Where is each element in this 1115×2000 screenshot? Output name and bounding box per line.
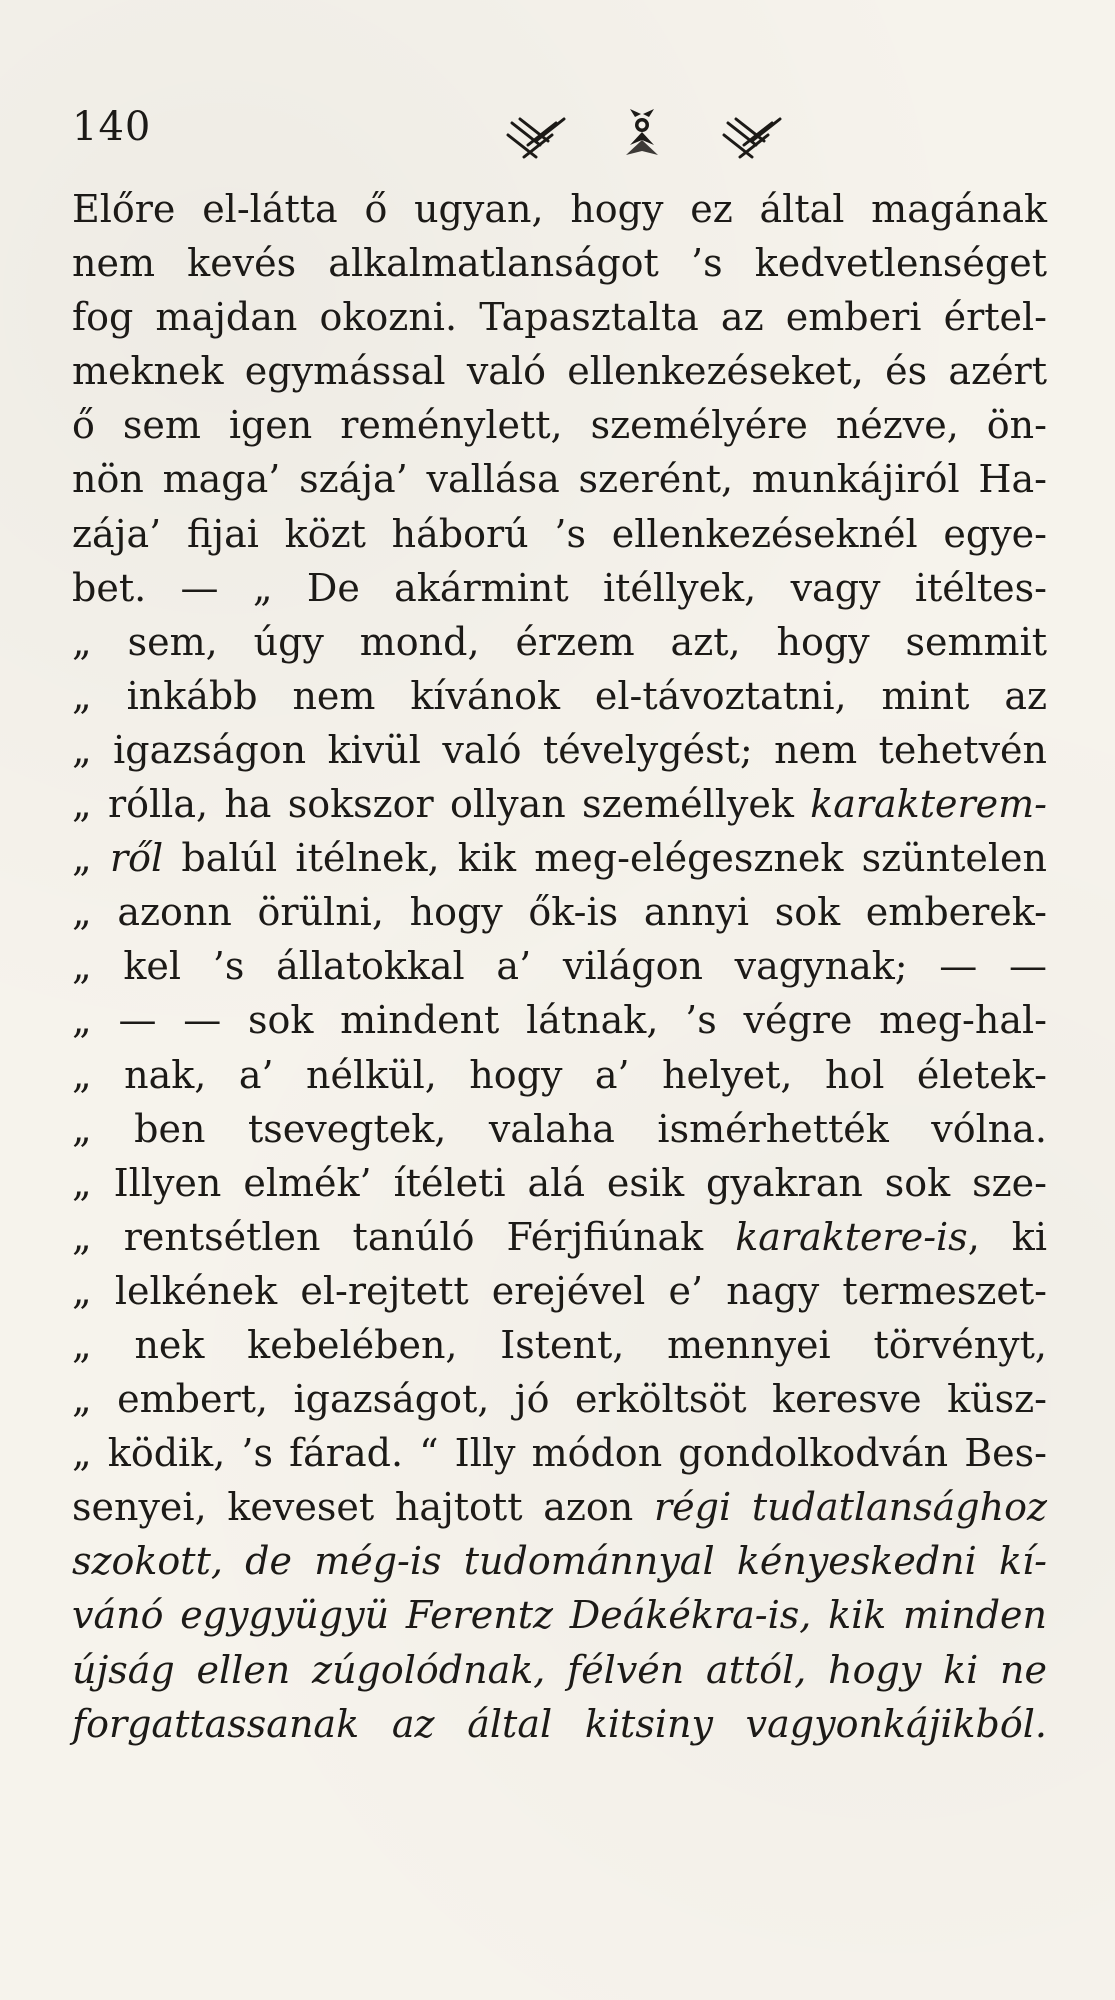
text-line: „ ről balúl itélnek, kik meg-elégesznek szüntelen xyxy=(72,836,1048,881)
text-line: ő sem igen reménylett, személyére nézve, ön- xyxy=(72,403,1047,448)
text-line: „ Illyen elmék’ ítéleti alá esik gyakran sok sze- xyxy=(72,1160,1047,1205)
text-line: fog majdan okozni. Tapasztalta az emberi értel- xyxy=(72,295,1047,340)
text-line: zája’ fijai közt háború ’s ellenkezéseknél egye- xyxy=(72,511,1047,556)
italic-text: vánó egygyügyü Ferentz Deákékra-is, kik minden xyxy=(72,1593,1047,1638)
text-line: „ azonn örülni, hogy ők-is annyi sok emberek- xyxy=(72,890,1047,935)
text-line: „ embert, igazságot, jó erköltsöt keresve küsz- xyxy=(72,1377,1047,1422)
text-line xyxy=(72,1697,1047,1751)
italic-text: karaktere-is xyxy=(735,1214,968,1259)
text-line: „ ködik, ’s fárad. “ Illy módon gondolkodván Bes- xyxy=(72,1431,1047,1476)
text-line: „ sem, úgy mond, érzem azt, hogy semmit xyxy=(72,619,1047,664)
text-line xyxy=(72,1534,1047,1588)
text-line: meknek egymással való ellenkezéseket, és azért xyxy=(72,349,1047,394)
italic-text: forgattassanak az által kitsiny vagyonkájikból. xyxy=(72,1701,1047,1746)
text-line: Előre el-látta ő ugyan, hogy ez által magának xyxy=(72,187,1047,231)
text-line: „ igazságon kivül való tévelygést; nem tehetvén xyxy=(72,727,1047,772)
text-line xyxy=(72,1588,1047,1642)
italic-text: újság ellen zúgolódnak, félvén attól, hogy ki ne xyxy=(72,1647,1047,1692)
page-header xyxy=(72,105,1032,165)
text-line: „ rentsétlen tanúló Férjfiúnak karaktere-is, ki xyxy=(72,1214,1047,1259)
italic-text: karakterem- xyxy=(810,782,1047,827)
text-line: „ ben tsevegtek, valaha ismérhették vólna. xyxy=(72,1106,1047,1151)
text-line: nön maga’ szája’ vallása szerént, munkájiról Ha- xyxy=(72,457,1047,502)
decorative-ornament-icon xyxy=(492,105,792,159)
italic-text: szokott, de még-is tudománnyal kényeskedni kí- xyxy=(72,1539,1047,1584)
text-line: „ kel ’s állatokkal a’ világon vagynak; — — xyxy=(72,944,1047,989)
italic-text: régi tudatlansághoz xyxy=(654,1485,1048,1530)
text-line: „ nek kebelében, Istent, mennyei törvényt, xyxy=(72,1322,1047,1367)
text-line: „ nak, a’ nélkül, hogy a’ helyet, hol életek- xyxy=(72,1052,1047,1097)
text-line: bet. — „ De akármint itéllyek, vagy itéltes- xyxy=(72,565,1047,610)
page-number: 140 xyxy=(72,104,152,150)
text-line: „ inkább nem kívánok el-távoztatni, mint az xyxy=(72,673,1047,718)
text-line: „ lelkének el-rejtett erejével e’ nagy termeszet- xyxy=(72,1268,1047,1313)
text-line xyxy=(72,1643,1047,1697)
text-line: „ — — sok mindent látnak, ’s végre meg-hal- xyxy=(72,998,1047,1043)
page-body-text xyxy=(72,182,1047,1751)
text-line: nem kevés alkalmatlanságot ’s kedvetlenséget xyxy=(72,241,1047,286)
italic-text: ről xyxy=(109,836,164,881)
text-line: senyei, keveset hajtott azon régi tudatlansághoz xyxy=(72,1485,1048,1530)
text-line: „ rólla, ha sokszor ollyan személlyek karakterem- xyxy=(72,782,1047,827)
